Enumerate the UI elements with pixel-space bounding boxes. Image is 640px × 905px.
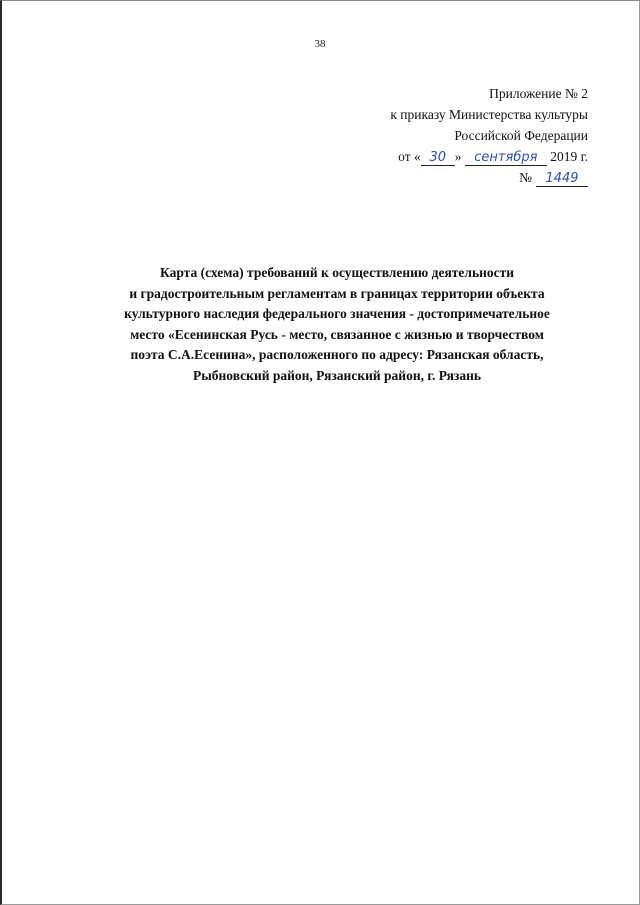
title-line-5: поэта С.А.Есенина», расположенного по адресу: Рязанская область, <box>130 347 544 362</box>
appendix-block <box>258 83 588 188</box>
date-mid: » <box>454 149 462 164</box>
appendix-title: Приложение № 2 <box>489 86 588 101</box>
date-year: 2019 г. <box>550 149 588 164</box>
appendix-order-ref: к приказу Министерства культуры <box>390 107 588 122</box>
title-line-4: место «Есенинская Русь - место, связанное с жизнью и творчеством <box>130 326 544 342</box>
date-month-handwritten: сентября <box>465 150 547 166</box>
number-label: № <box>519 170 532 185</box>
title-line-3: культурного наследия федерального значения - достопримечательное <box>124 306 550 321</box>
date-prefix: от « <box>398 149 421 164</box>
title-line-2: и градостроительным регламентам в границах территории объекта <box>129 285 545 301</box>
number-handwritten: 1449 <box>536 171 588 187</box>
date-day-handwritten: 30 <box>421 150 455 166</box>
appendix-date-line <box>258 146 588 167</box>
title-line-6: Рыбновский район, Рязанский район, г. Рязань <box>192 367 482 383</box>
page-number: 38 <box>314 38 326 50</box>
document-title <box>82 263 592 386</box>
appendix-number-line <box>258 167 588 188</box>
title-line-1: Карта (схема) требований к осуществлению деятельности <box>159 265 515 280</box>
appendix-federation: Российской Федерации <box>454 128 588 143</box>
